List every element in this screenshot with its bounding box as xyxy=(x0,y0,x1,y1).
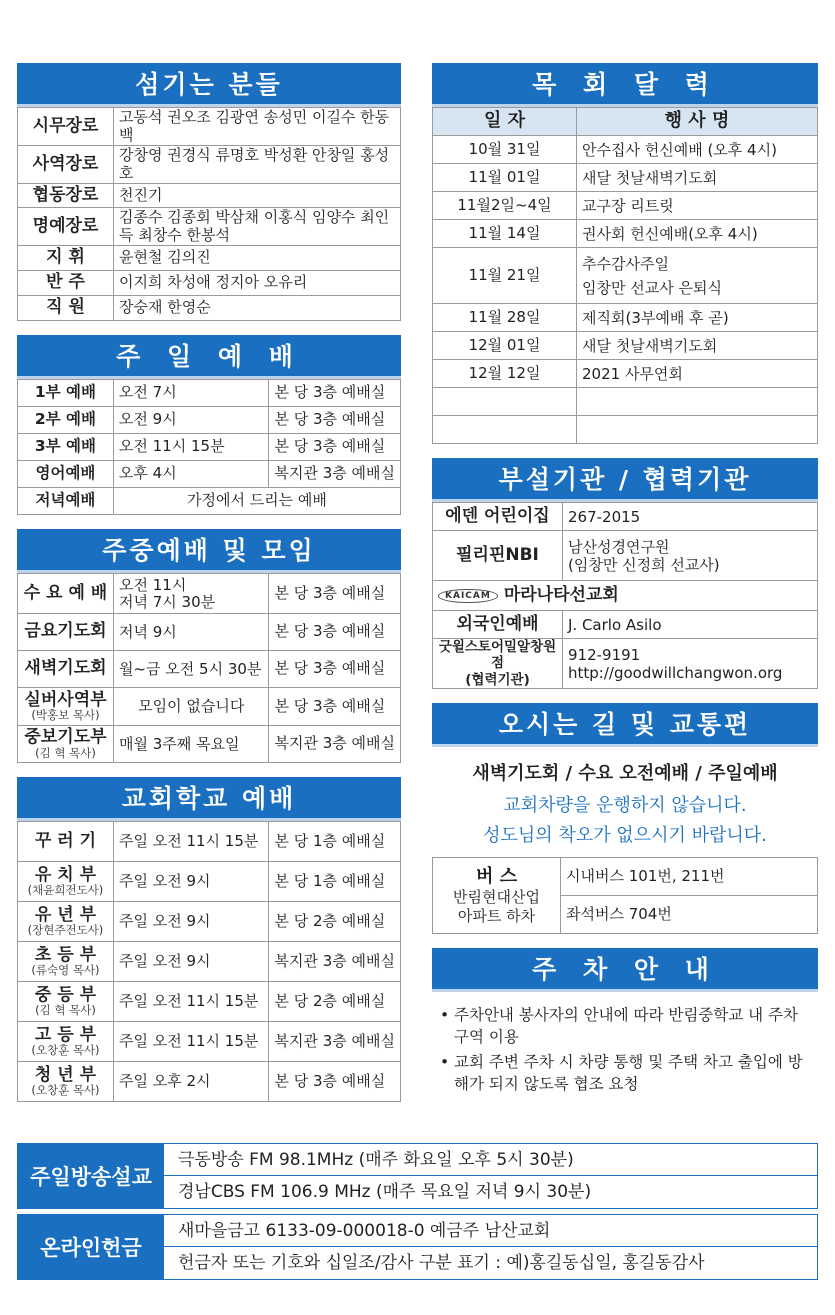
school-row xyxy=(18,902,401,942)
serving-row xyxy=(18,296,401,321)
weekday-time: 모임이 없습니다 xyxy=(113,688,269,726)
right-column xyxy=(432,63,818,1109)
offering-bar xyxy=(17,1214,818,1280)
serving-header: 섬기는 분들 xyxy=(17,63,401,107)
broadcast-line-2: 경남CBS FM 106.9 MHz (매주 목요일 저녁 9시 30분) xyxy=(178,1182,592,1202)
calendar-event: 교구장 리트릿 xyxy=(577,192,818,220)
bus-label-cell xyxy=(433,858,561,934)
bus-route-1: 시내버스 101번, 211번 xyxy=(561,858,818,896)
serving-row xyxy=(18,246,401,271)
calendar-row xyxy=(433,304,818,332)
sunday-row xyxy=(18,407,401,434)
affiliate-logo-row xyxy=(433,581,818,611)
bus-label: 버 스 xyxy=(475,865,518,887)
affiliate-row xyxy=(433,611,818,639)
service-place: 본 당 3층 예배실 xyxy=(269,407,401,434)
school-table xyxy=(17,821,401,1102)
school-row xyxy=(18,1062,401,1102)
parking-item-text: 교회 주변 주차 시 차량 통행 및 주택 차고 출입에 방해가 되지 않도록 협조 요청 xyxy=(454,1053,803,1093)
serving-role: 시무장로 xyxy=(18,108,114,146)
calendar-event: 제직회(3부예배 후 곧) xyxy=(577,304,818,332)
school-place: 복지관 3층 예배실 xyxy=(269,1022,401,1062)
parking-item xyxy=(440,1004,810,1048)
affiliate-name: 외국인예배 xyxy=(433,611,563,639)
weekday-row xyxy=(18,688,401,726)
calendar-date: 11월 21일 xyxy=(433,248,577,304)
calendar-row xyxy=(433,332,818,360)
school-place: 본 당 1층 예배실 xyxy=(269,822,401,862)
serving-role: 사역장로 xyxy=(18,146,114,184)
directions-line3: 성도님의 착오가 없으시기 바랍니다. xyxy=(483,825,767,846)
calendar-event: 안수집사 헌신예배 (오후 4시) xyxy=(577,136,818,164)
affiliate-info: 마라나타선교회 xyxy=(503,585,619,606)
weekday-place: 본 당 3층 예배실 xyxy=(269,688,401,726)
calendar-date: 12월 01일 xyxy=(433,332,577,360)
school-place: 본 당 2층 예배실 xyxy=(269,982,401,1022)
serving-role: 명예장로 xyxy=(18,208,114,246)
affiliate-name: 필리핀NBI xyxy=(433,531,563,581)
weekday-label-cell xyxy=(18,574,114,614)
calendar-event: 추수감사주일 임창만 선교사 은퇴식 xyxy=(577,248,818,304)
weekday-place: 본 당 3층 예배실 xyxy=(269,614,401,651)
weekday-row xyxy=(18,651,401,688)
weekday-place: 본 당 3층 예배실 xyxy=(269,651,401,688)
service-time: 오전 11시 15분 xyxy=(113,434,269,461)
school-row xyxy=(18,862,401,902)
calendar-row xyxy=(433,416,818,444)
serving-names: 이지희 차성애 정지아 오유리 xyxy=(114,271,401,296)
calendar-date: 10월 31일 xyxy=(433,136,577,164)
calendar-row xyxy=(433,248,818,304)
weekday-time: 월~금 오전 5시 30분 xyxy=(113,651,269,688)
school-label-cell xyxy=(18,942,114,982)
directions-line2: 교회차량을 운행하지 않습니다. xyxy=(503,795,747,816)
calendar-event-header: 행 사 명 xyxy=(577,108,818,136)
affiliate-name: 굿윌스토어밀알창원점 (협력기관) xyxy=(433,639,563,689)
school-leader: (오창훈 목사) xyxy=(31,1083,100,1098)
serving-names: 김종수 김종회 박삼채 이홍식 임양수 최인득 최창수 한봉석 xyxy=(114,208,401,246)
serving-row xyxy=(18,208,401,246)
affiliate-row xyxy=(433,503,818,531)
affiliates-header: 부설기관 / 협력기관 xyxy=(432,458,818,502)
school-row xyxy=(18,942,401,982)
service-name: 2부 예배 xyxy=(18,407,114,434)
school-time: 주일 오전 9시 xyxy=(113,862,269,902)
bus-route-2: 좌석버스 704번 xyxy=(561,896,818,934)
school-label-cell xyxy=(18,1062,114,1102)
calendar-date: 11월 28일 xyxy=(433,304,577,332)
calendar-date xyxy=(433,388,577,416)
directions-note xyxy=(432,747,818,857)
affiliate-info: J. Carlo Asilo xyxy=(563,611,818,639)
serving-names: 고동석 권오조 김광연 송성민 이길수 한동백 xyxy=(114,108,401,146)
sunday-section xyxy=(17,335,401,515)
serving-row xyxy=(18,271,401,296)
school-name: 유 년 부 xyxy=(34,904,97,925)
school-leader: (오창훈 목사) xyxy=(31,1043,100,1058)
parking-item-text: 주차안내 봉사자의 안내에 따라 반림중학교 내 주차구역 이용 xyxy=(454,1006,798,1046)
serving-role: 협동장로 xyxy=(18,184,114,208)
calendar-date: 11월 14일 xyxy=(433,220,577,248)
weekday-name: 수 요 예 배 xyxy=(23,582,108,603)
school-time: 주일 오전 11시 15분 xyxy=(113,1022,269,1062)
calendar-event: 2021 사무연회 xyxy=(577,360,818,388)
sunday-row xyxy=(18,461,401,488)
calendar-row xyxy=(433,220,818,248)
weekday-table xyxy=(17,573,401,763)
affiliate-row xyxy=(433,581,818,611)
directions-line1: 새벽기도회 / 수요 오전예배 / 주일예배 xyxy=(472,763,778,784)
broadcast-label: 주일방송설교 xyxy=(18,1144,164,1208)
left-column xyxy=(17,63,401,1116)
bullet-icon: • xyxy=(440,1006,450,1024)
calendar-event: 새달 첫날새벽기도회 xyxy=(577,332,818,360)
weekday-time: 매월 3주째 목요일 xyxy=(113,726,269,763)
weekday-leader: (김 혁 목사) xyxy=(35,745,96,760)
affiliate-name: 에덴 어린이집 xyxy=(433,503,563,531)
weekday-name: 중보기도부 xyxy=(24,727,107,748)
school-place: 복지관 3층 예배실 xyxy=(269,942,401,982)
school-time: 주일 오후 2시 xyxy=(113,1062,269,1102)
school-row xyxy=(18,982,401,1022)
serving-names: 윤현철 김의진 xyxy=(114,246,401,271)
school-time: 주일 오전 11시 15분 xyxy=(113,822,269,862)
weekday-label-cell xyxy=(18,688,114,726)
school-name: 청 년 부 xyxy=(34,1064,97,1085)
weekday-place: 복지관 3층 예배실 xyxy=(269,726,401,763)
calendar-date: 12월 12일 xyxy=(433,360,577,388)
school-place: 본 당 3층 예배실 xyxy=(269,1062,401,1102)
school-leader: (류숙영 목사) xyxy=(31,963,100,978)
calendar-row xyxy=(433,388,818,416)
sunday-row xyxy=(18,434,401,461)
broadcast-line-1: 극동방송 FM 98.1MHz (매주 화요일 오후 5시 30분) xyxy=(164,1144,817,1176)
weekday-name: 새벽기도회 xyxy=(24,658,107,679)
bus-table xyxy=(432,857,818,934)
serving-role: 지 휘 xyxy=(18,246,114,271)
weekday-label-cell xyxy=(18,726,114,763)
calendar-date: 11월 01일 xyxy=(433,164,577,192)
sunday-row xyxy=(18,380,401,407)
sunday-header: 주 일 예 배 xyxy=(17,335,401,379)
calendar-row xyxy=(433,192,818,220)
weekday-leader: (박홍보 목사) xyxy=(31,708,100,723)
school-leader: (김 혁 목사) xyxy=(35,1003,96,1018)
service-name: 3부 예배 xyxy=(18,434,114,461)
calendar-section xyxy=(432,63,818,444)
affiliate-row xyxy=(433,639,818,689)
affiliate-info: 남산성경연구원 (임창만 신정희 선교사) xyxy=(563,531,818,581)
weekday-time: 저녁 9시 xyxy=(113,614,269,651)
calendar-row xyxy=(433,136,818,164)
calendar-date: 11월2일~4일 xyxy=(433,192,577,220)
weekday-row xyxy=(18,726,401,763)
school-time: 주일 오전 11시 15분 xyxy=(113,982,269,1022)
weekday-header: 주중예배 및 모임 xyxy=(17,529,401,573)
weekday-name: 실버사역부 xyxy=(24,689,107,710)
serving-row xyxy=(18,184,401,208)
school-label-cell xyxy=(18,982,114,1022)
weekday-label-cell xyxy=(18,614,114,651)
parking-header: 주 차 안 내 xyxy=(432,948,818,992)
evening-service-name: 저녁예배 xyxy=(18,488,114,515)
service-time: 오전 9시 xyxy=(113,407,269,434)
school-label-cell xyxy=(18,862,114,902)
calendar-table xyxy=(432,107,818,444)
school-label-cell xyxy=(18,822,114,862)
bus-stop: 반림현대산업 아파트 하차 xyxy=(453,888,540,925)
serving-row xyxy=(18,146,401,184)
bullet-icon: • xyxy=(440,1053,450,1071)
calendar-event: 새달 첫날새벽기도회 xyxy=(577,164,818,192)
calendar-row xyxy=(433,164,818,192)
school-place: 본 당 1층 예배실 xyxy=(269,862,401,902)
school-time: 주일 오전 9시 xyxy=(113,902,269,942)
school-row xyxy=(18,822,401,862)
school-name: 꾸 러 기 xyxy=(34,830,97,851)
school-name: 유 치 부 xyxy=(34,864,97,885)
directions-header: 오시는 길 및 교통편 xyxy=(432,703,818,747)
evening-service-text: 가정에서 드리는 예배 xyxy=(113,488,400,515)
directions-section xyxy=(432,703,818,934)
serving-role: 반 주 xyxy=(18,271,114,296)
affiliate-info: 267-2015 xyxy=(563,503,818,531)
school-place: 본 당 2층 예배실 xyxy=(269,902,401,942)
serving-section xyxy=(17,63,401,321)
affiliate-logo-wrap xyxy=(438,586,619,606)
parking-list xyxy=(432,992,818,1095)
serving-role: 직 원 xyxy=(18,296,114,321)
calendar-row xyxy=(433,360,818,388)
school-section xyxy=(17,777,401,1102)
weekday-section xyxy=(17,529,401,763)
sunday-table xyxy=(17,379,401,515)
service-name: 영어예배 xyxy=(18,461,114,488)
serving-names: 강창영 권경식 류명호 박성환 안창일 홍성호 xyxy=(114,146,401,184)
calendar-header: 목 회 달 력 xyxy=(432,63,818,107)
affiliate-info: 912-9191 http://goodwillchangwon.org xyxy=(563,639,818,689)
serving-names: 장숭재 한영순 xyxy=(114,296,401,321)
parking-item xyxy=(440,1051,810,1095)
calendar-date-header: 일 자 xyxy=(433,108,577,136)
calendar-event xyxy=(577,388,818,416)
calendar-event: 권사회 헌신예배(오후 4시) xyxy=(577,220,818,248)
school-name: 고 등 부 xyxy=(34,1024,97,1045)
school-time: 주일 오전 9시 xyxy=(113,942,269,982)
weekday-row xyxy=(18,614,401,651)
serving-row xyxy=(18,108,401,146)
service-place: 본 당 3층 예배실 xyxy=(269,434,401,461)
parking-section xyxy=(432,948,818,1095)
school-name: 초 등 부 xyxy=(34,944,97,965)
serving-table xyxy=(17,107,401,321)
affiliates-table xyxy=(432,502,818,689)
school-row xyxy=(18,1022,401,1062)
kaicam-logo: KAICAM xyxy=(438,589,498,603)
weekday-time: 오전 11시 저녁 7시 30분 xyxy=(113,574,269,614)
service-place: 복지관 3층 예배실 xyxy=(269,461,401,488)
school-leader: (장현주전도사) xyxy=(27,923,104,938)
calendar-event xyxy=(577,416,818,444)
offering-line-2: 헌금자 또는 기호와 십일조/감사 구분 표기 : 예)홍길동십일, 홍길동감사 xyxy=(178,1253,705,1273)
service-time: 오전 7시 xyxy=(113,380,269,407)
offering-label: 온라인헌금 xyxy=(18,1215,164,1279)
calendar-date xyxy=(433,416,577,444)
weekday-row xyxy=(18,574,401,614)
affiliate-row xyxy=(433,531,818,581)
broadcast-bar xyxy=(17,1143,818,1209)
offering-line-1: 새마을금고 6133-09-000018-0 예금주 남산교회 xyxy=(164,1215,817,1247)
weekday-name: 금요기도회 xyxy=(24,621,107,642)
weekday-label-cell xyxy=(18,651,114,688)
school-leader: (채윤희전도사) xyxy=(27,883,104,898)
school-label-cell xyxy=(18,902,114,942)
service-name: 1부 예배 xyxy=(18,380,114,407)
serving-names: 천진기 xyxy=(114,184,401,208)
sunday-row xyxy=(18,488,401,515)
school-header: 교회학교 예배 xyxy=(17,777,401,821)
school-label-cell xyxy=(18,1022,114,1062)
school-name: 중 등 부 xyxy=(34,984,97,1005)
weekday-place: 본 당 3층 예배실 xyxy=(269,574,401,614)
affiliates-section xyxy=(432,458,818,689)
service-place: 본 당 3층 예배실 xyxy=(269,380,401,407)
service-time: 오후 4시 xyxy=(113,461,269,488)
